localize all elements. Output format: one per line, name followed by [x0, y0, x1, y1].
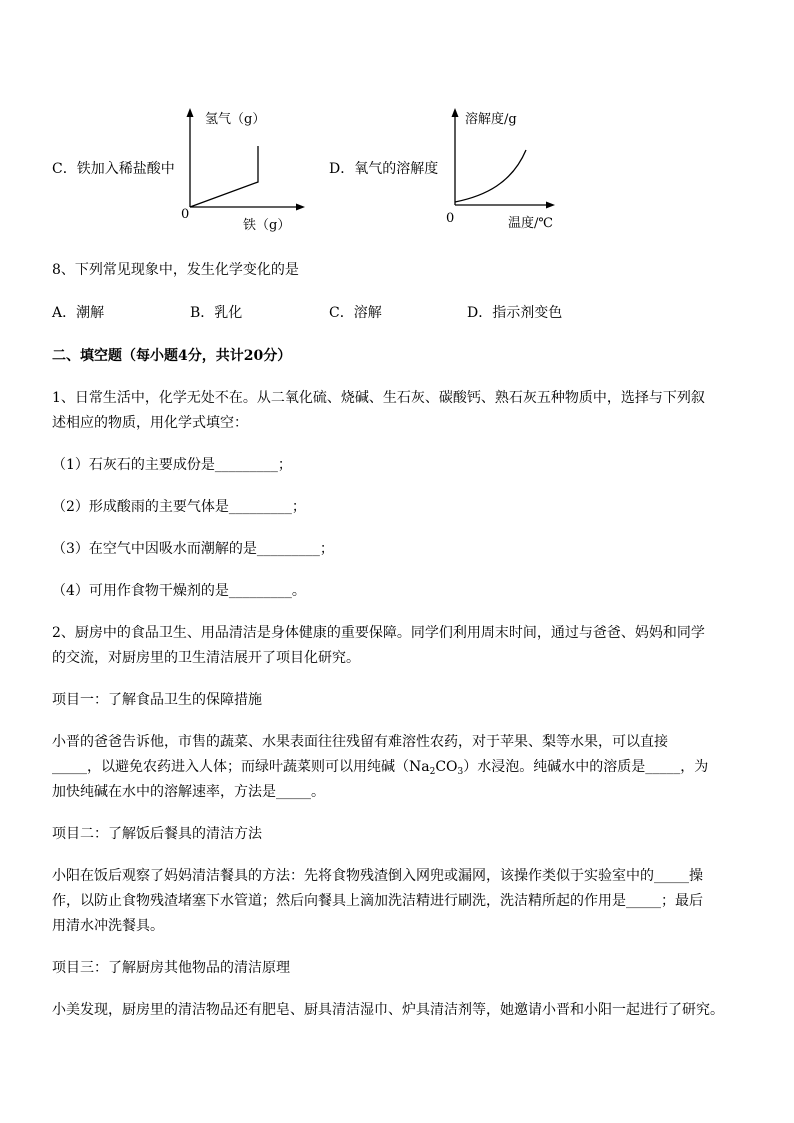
q2-stem-line2: 的交流，对厨房里的卫生清洁展开了项目化研究。 — [52, 650, 360, 666]
project2-line2: 作，以防止食物残渣堵塞下水管道；然后向餐具上滴加洗洁精进行刷洗，洗洁精所起的作用是_____；最后 — [52, 893, 703, 909]
formula-subscript-2: 2 — [429, 767, 436, 777]
section-title: 二、填空题（每小题4分，共计20分） — [52, 348, 292, 364]
graph-d — [446, 108, 555, 231]
q8-option-d: D．指示剂变色 — [467, 305, 563, 321]
project2-title: 项目二：了解饭后餐具的清洁方法 — [52, 826, 262, 842]
graph-c-ylabel: 氢气（g） — [205, 112, 266, 127]
graph-d-curve — [455, 150, 526, 202]
option-d-label: D．氧气的溶解度 — [329, 161, 439, 177]
project1-line1: 小晋的爸爸告诉他，市售的蔬菜、水果表面往往残留有难溶性农药，对于苹果、梨等水果，可以直接 — [52, 734, 668, 750]
project3-line1: 小美发现，厨房里的清洁物品还有肥皂、厨具清洁湿巾、炉具清洁剂等，她邀请小晋和小阳一起进行了研究。 — [52, 1002, 724, 1018]
project1-line2-a: _____，以避免农药进入人体；而绿叶蔬菜则可以用纯碱（Na — [52, 759, 430, 775]
graph-c-x-arrow — [296, 204, 305, 211]
project1-line2-c: ）水浸泡。纯碱水中的溶质是_____，为 — [463, 759, 709, 775]
graph-d-origin: 0 — [446, 211, 455, 226]
graph-c-xlabel: 铁（g） — [243, 218, 291, 233]
q8-option-a: A．潮解 — [52, 305, 105, 321]
project1-line2 — [52, 758, 708, 776]
q1-item-2: （2）形成酸雨的主要气体是_________； — [52, 499, 306, 515]
q1-item-4: （4）可用作食物干燥剂的是_________。 — [52, 583, 306, 599]
graph-d-ylabel: 溶解度/g — [465, 112, 517, 127]
graph-d-y-arrow — [452, 108, 459, 117]
project3-title: 项目三：了解厨房其他物品的清洁原理 — [52, 960, 290, 976]
q1-stem-line1: 1、日常生活中，化学无处不在。从二氧化硫、烧碱、生石灰、碳酸钙、熟石灰五种物质中，选择与下列叙 — [52, 390, 705, 406]
project2-line1: 小阳在饭后观察了妈妈清洁餐具的方法：先将食物残渣倒入网兜或漏网，该操作类似于实验室中的_____操 — [52, 868, 703, 884]
graph-d-x-arrow — [546, 202, 555, 209]
q1-item-3: （3）在空气中因吸水而潮解的是_________； — [52, 541, 334, 557]
option-c-label: C．铁加入稀盐酸中 — [52, 161, 175, 177]
q8-option-b: B．乳化 — [190, 305, 243, 321]
graphs-svg — [0, 0, 794, 260]
q1-stem-line2: 述相应的物质，用化学式填空： — [52, 415, 248, 431]
q2-stem-line1: 2、厨房中的食品卫生、用品清洁是身体健康的重要保障。同学们利用周末时间，通过与爸爸、妈妈和同学 — [52, 625, 705, 641]
q8-stem: 8、下列常见现象中，发生化学变化的是 — [52, 262, 299, 278]
graph-c-curve — [190, 146, 258, 207]
project1-title: 项目一：了解食品卫生的保障措施 — [52, 692, 262, 708]
graph-c — [181, 108, 305, 233]
project2-line3: 用清水冲洗餐具。 — [52, 918, 164, 934]
project1-line2-b: CO — [435, 759, 458, 775]
q8-option-c: C．溶解 — [329, 305, 382, 321]
graph-c-y-arrow — [187, 108, 194, 117]
q1-item-1: （1）石灰石的主要成份是_________； — [52, 457, 292, 473]
formula-subscript-3: 3 — [457, 767, 464, 777]
graph-d-xlabel: 温度/℃ — [508, 216, 553, 231]
project1-line3: 加快纯碱在水中的溶解速率，方法是_____。 — [52, 784, 325, 800]
graph-c-origin: 0 — [181, 207, 190, 222]
